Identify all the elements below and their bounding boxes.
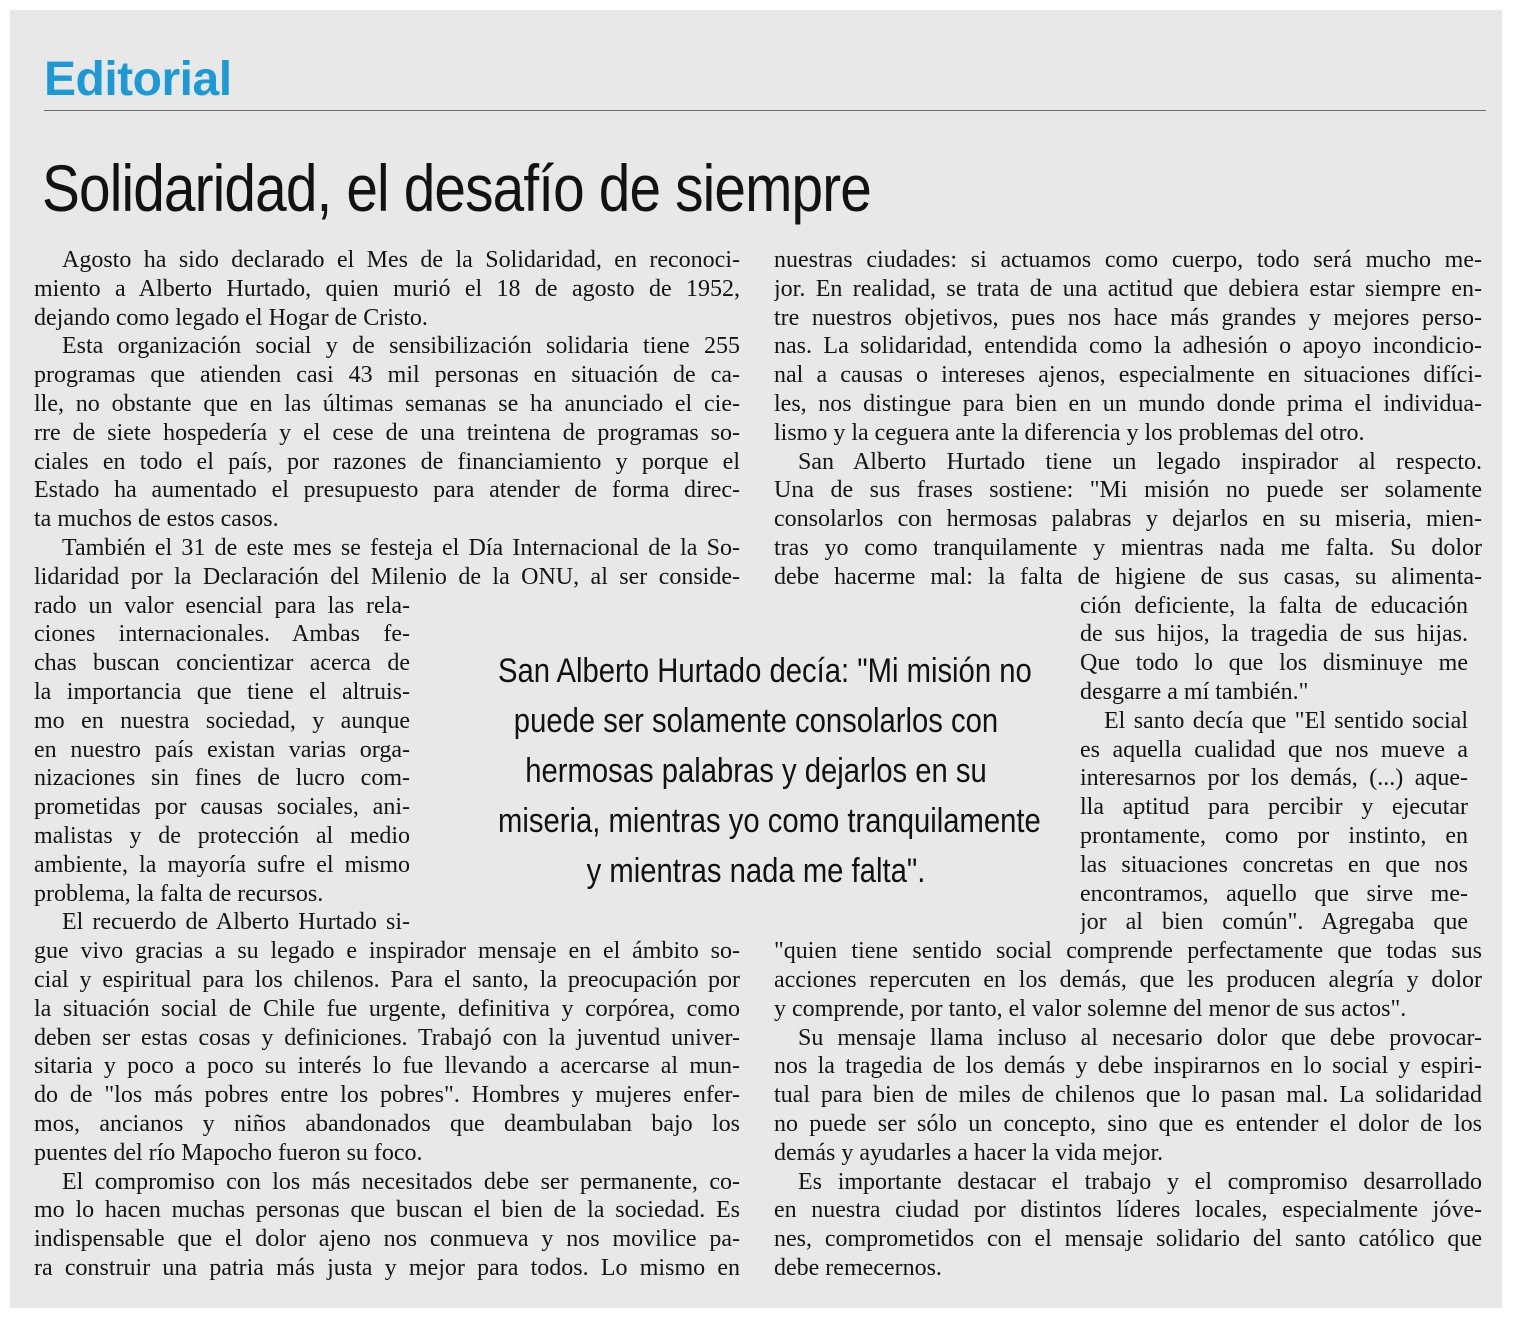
body-text-line: Agosto ha sido declarado el Mes de la Solidaridad, en reconoci- bbox=[62, 247, 740, 273]
body-text-line: jor. En realidad, se trata de una actitud que debiera estar siempre en- bbox=[774, 275, 1482, 302]
body-text-line: Que todo lo que los disminuye me bbox=[1080, 650, 1468, 677]
body-text-line: acciones repercuten en los demás, que les producen alegría y dolor bbox=[774, 967, 1482, 993]
body-text-line: También el 31 de este mes se festeja el Día Internacional de la So- bbox=[62, 535, 740, 561]
body-text-line: sitaria y poco a poco su interés lo fue llevando a acercarse al mun- bbox=[34, 1053, 740, 1080]
body-text-line: malistas y de protección al medio bbox=[34, 823, 410, 849]
body-text-line: nos la tragedia de los demás y debe inspirarnos en lo social y espiri- bbox=[774, 1053, 1482, 1080]
body-text-line: nas. La solidaridad, entendida como la adhesión o apoyo incondicio- bbox=[774, 333, 1482, 360]
body-text-line: lismo y la ceguera ante la diferencia y los problemas del otro. bbox=[774, 419, 1365, 446]
body-text-line: nes, comprometidos con el mensaje solidario del santo católico que bbox=[774, 1226, 1482, 1253]
body-text-line: lla aptitud para percibir y ejecutar bbox=[1080, 794, 1468, 821]
pull-quote-line: y mientras nada me falta". bbox=[586, 852, 926, 890]
body-text-line: consolarlos con hermosas palabras y dejarlos en su miseria, mien- bbox=[774, 506, 1482, 533]
body-text-line: de sus hijos, la tragedia de sus hijas. bbox=[1080, 621, 1468, 648]
body-text-line: ambiente, la mayoría sufre el mismo bbox=[34, 851, 410, 878]
body-text-line: puentes del río Mapocho fueron su foco. bbox=[34, 1139, 423, 1166]
body-text-line: El recuerdo de Alberto Hurtado si- bbox=[62, 909, 410, 936]
body-text-line: tual para bien de miles de chilenos que lo pasan mal. La solidaridad bbox=[774, 1082, 1482, 1109]
body-text-line: cial y espiritual para los chilenos. Para el santo, la preocupación por bbox=[34, 967, 740, 993]
body-text-line: mos, ancianos y niños abandonados que deambulaban bajo los bbox=[34, 1111, 740, 1137]
body-text-line: interesarnos por los demás, (...) aque- bbox=[1080, 765, 1468, 792]
body-text-line: El compromiso con los más necesitados debe ser permanente, co- bbox=[62, 1168, 740, 1195]
body-text-line: Una de sus frases sostiene: "Mi misión no puede ser solamente bbox=[774, 477, 1482, 504]
body-text-line: debe remecernos. bbox=[774, 1255, 942, 1281]
body-text-line: las situaciones concretas en que nos bbox=[1080, 851, 1468, 878]
body-text-line: San Alberto Hurtado tiene un legado inspirador al respecto. bbox=[798, 448, 1482, 475]
pull-quote-line: puede ser solamente consolarlos con bbox=[513, 702, 999, 740]
body-text-line: ciones internacionales. Ambas fe- bbox=[34, 621, 410, 648]
body-text-line: encontramos, aquello que sirve me- bbox=[1080, 880, 1468, 907]
body-text-line: deben ser estas cosas y definiciones. Trabajó con la juventud univer- bbox=[34, 1024, 740, 1051]
pull-quote-line: miseria, mientras yo como tranquilamente bbox=[498, 802, 1041, 840]
body-text-line: rre de siete hospedería y el cese de una treintena de programas so- bbox=[34, 419, 740, 446]
body-text-line: El santo decía que "El sentido social bbox=[1104, 707, 1468, 734]
body-text-line: prontamente, como por instinto, en bbox=[1080, 823, 1468, 849]
body-text-line: Estado ha aumentado el presupuesto para atender de forma direc- bbox=[34, 477, 740, 504]
body-text-line: demás y ayudarles a hacer la vida mejor. bbox=[774, 1139, 1164, 1166]
body-text-line: ta muchos de estos casos. bbox=[34, 506, 279, 533]
body-text-line: rado un valor esencial para las rela- bbox=[34, 592, 410, 619]
body-text-line: la importancia que tiene el altruis- bbox=[34, 679, 410, 705]
body-text-line: chas buscan concientizar acerca de bbox=[34, 650, 410, 677]
body-text-line: desgarre a mí también." bbox=[1080, 679, 1309, 705]
body-text-line: tre nuestros objetivos, pues nos hace más grandes y mejores perso- bbox=[774, 304, 1482, 331]
body-text-line: nizaciones sin fines de lucro com- bbox=[34, 765, 410, 792]
body-text-line: nal a causas o intereses ajenos, especialmente en situaciones difíci- bbox=[774, 362, 1482, 389]
body-text-line: les, nos distingue para bien en un mundo donde prima el individua- bbox=[774, 391, 1482, 417]
body-text-line: no puede ser sólo un concepto, sino que es entender el dolor de los bbox=[774, 1111, 1482, 1137]
pull-quote-line: hermosas palabras y dejarlos en su bbox=[525, 752, 987, 790]
body-text-line: ciales en todo el país, por razones de financiamiento y porque el bbox=[34, 448, 740, 475]
body-text-line: Su mensaje llama incluso al necesario dolor que debe provocar- bbox=[798, 1024, 1482, 1051]
body-text-line: nuestras ciudades: si actuamos como cuerpo, todo será mucho me- bbox=[774, 247, 1482, 273]
body-text-line: tras yo como tranquilamente y mientras nada me falta. Su dolor bbox=[774, 535, 1482, 561]
section-label: Editorial bbox=[44, 53, 232, 106]
pull-quote-line: San Alberto Hurtado decía: "Mi misión no bbox=[498, 652, 1032, 690]
body-text-line: ción deficiente, la falta de educación bbox=[1080, 592, 1468, 619]
body-text-line: indispensable que el dolor ajeno nos conmueva y nos movilice pa- bbox=[34, 1226, 740, 1253]
header-rule bbox=[44, 110, 1486, 111]
body-text-line: en nuestro país existan varias orga- bbox=[34, 736, 410, 763]
body-text-line: Esta organización social y de sensibilización solidaria tiene 255 bbox=[62, 333, 740, 360]
body-text-line: do de "los más pobres entre los pobres". Hombres y mujeres enfer- bbox=[34, 1082, 740, 1109]
body-text-line: mo en nuestra sociedad, y aunque bbox=[34, 707, 410, 734]
body-text-line: la situación social de Chile fue urgente, definitiva y corpórea, como bbox=[34, 995, 740, 1022]
headline: Solidaridad, el desafío de siempre bbox=[42, 151, 871, 225]
body-text-line: miento a Alberto Hurtado, quien murió el 18 de agosto de 1952, bbox=[34, 275, 740, 302]
body-text-line: lle, no obstante que en las últimas semanas se ha anunciado el cie- bbox=[34, 391, 740, 417]
body-text-line: ra construir una patria más justa y mejor para todos. Lo mismo en bbox=[34, 1255, 740, 1281]
body-text-line: gue vivo gracias a su legado e inspirador mensaje en el ámbito so- bbox=[34, 938, 740, 965]
body-text-line: Es importante destacar el trabajo y el compromiso desarrollado bbox=[798, 1168, 1482, 1195]
body-text-line: debe hacerme mal: la falta de higiene de sus casas, su alimenta- bbox=[774, 563, 1482, 590]
body-text-line: "quien tiene sentido social comprende perfectamente que todas sus bbox=[774, 938, 1482, 965]
body-text-line: mo lo hacen muchas personas que buscan el bien de la sociedad. Es bbox=[34, 1197, 740, 1224]
body-text-line: en nuestra ciudad por distintos líderes locales, especialmente jóve- bbox=[774, 1197, 1482, 1224]
body-text-line: jor al bien común". Agregaba que bbox=[1080, 909, 1468, 936]
body-text-line: dejando como legado el Hogar de Cristo. bbox=[34, 304, 428, 331]
body-text-line: y comprende, por tanto, el valor solemne del menor de sus actos". bbox=[774, 995, 1407, 1022]
body-text-line: lidaridad por la Declaración del Milenio de la ONU, al ser conside- bbox=[34, 563, 740, 590]
pull-quote bbox=[498, 646, 1041, 896]
body-text-line: es aquella cualidad que nos mueve a bbox=[1080, 736, 1468, 763]
body-text-line: prometidas por causas sociales, ani- bbox=[34, 794, 410, 821]
body-text-line: programas que atienden casi 43 mil personas en situación de ca- bbox=[34, 362, 740, 389]
editorial-page bbox=[10, 10, 1502, 1308]
body-text-line: problema, la falta de recursos. bbox=[34, 880, 324, 907]
